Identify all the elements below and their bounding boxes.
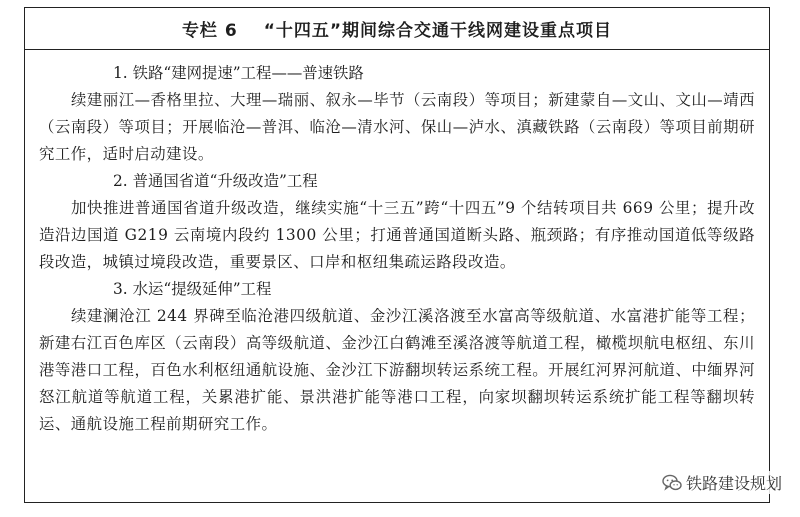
section-body-waterway: 续建澜沧江 244 界碑至临沧港四级航道、金沙江溪洛渡至水富高等级航道、水富港扩能等工程；新建右江百色库区（云南段）高等级航道、金沙江白鹤滩至溪洛渡等航道工程，橄榄坝航电枢纽、东川港等港口工程，百色水利枢纽通航设施、金沙江下游翻坝转运系统工程。开展红河界河航道、中缅界河怒江航道等航道工程，关累港扩能、景洪港扩能等港口工程，向家坝翻坝转运系统扩能工程等翻坝转运、通航设施工程前期研究工作。: [39, 307, 755, 433]
section-body-railway: 续建丽江—香格里拉、大理—瑞丽、叙永—毕节（云南段）等项目；新建蒙自—文山、文山—靖西（云南段）等项目；开展临沧—普洱、临沧—清水河、保山—泸水、滇藏铁路（云南段）等项目前期研究工作，适时启动建设。: [39, 91, 755, 163]
section-title-railway: 1. 铁路“建网提速”工程——普速铁路: [113, 64, 364, 82]
column-content: [25, 50, 769, 438]
column-header: [25, 8, 769, 50]
wechat-icon: [662, 474, 682, 492]
watermark-text: 铁路建设规划: [685, 474, 782, 493]
section-body-highway: 加快推进普通国省道升级改造，继续实施“十三五”跨“十四五”9 个结转项目共 669 公里；提升改造沿边国道 G219 云南境内段约 1300 公里；打通普通国道断头路、瓶颈路；有序推动国道低等级路段改造，城镇过境段改造，重要景区、口岸和枢纽集疏运路段改造。: [39, 199, 755, 271]
column-label: 专栏 6: [181, 21, 238, 41]
section-title-highway: 2. 普通国省道“升级改造”工程: [113, 172, 318, 190]
section-title-waterway: 3. 水运“提级延伸”工程: [113, 280, 272, 298]
column-panel: [24, 7, 770, 503]
column-title: “十四五”期间综合交通干线网建设重点项目: [263, 21, 613, 41]
wechat-watermark: [658, 471, 784, 494]
